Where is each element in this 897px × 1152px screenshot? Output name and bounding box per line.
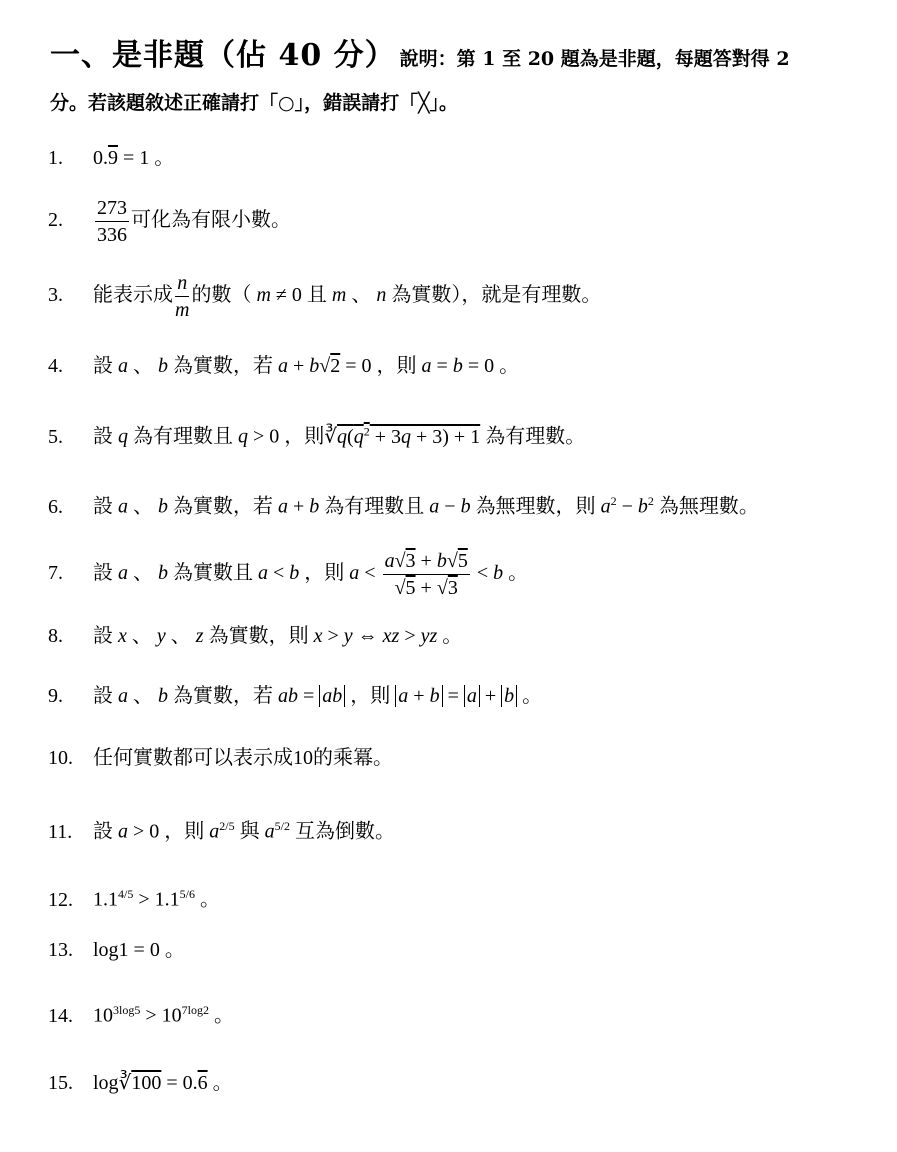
question-text: 能表示成 $\frac{n}{m}$ 的數（ m ≠ 0 且 m 、 n 為實數），就是有理數。 (93, 272, 602, 321)
question-number: 8. (48, 625, 63, 647)
question-number: 14. (48, 1004, 73, 1027)
question-text: 設 a 、 b 為實數，若 ab = ab ，則 a + b = a + b 。 (93, 685, 543, 707)
section-title: 一、是非題（佔 40 分） (50, 38, 396, 73)
question-text: 任何實數都可以表示成10的乘冪。 (93, 747, 393, 769)
question-number: 4. (48, 355, 63, 377)
question-text: $1.1^{4/5} > 1.1^{5/6}$ 。 (93, 887, 220, 911)
instructions-line-1: 說明：第 1 至 20 題為是非題，每題答對得 2 (399, 48, 790, 70)
question-text: 設 a 、 b 為實數且 a < b ，則 a < $\frac{a√3 + b√5}{√5 + √3}$ < b 。 (93, 550, 529, 599)
question-5 (48, 425, 585, 447)
question-number: 11. (48, 820, 73, 843)
question-2 (48, 198, 291, 245)
question-text: 設 a 、 b 為實數，若 a + b√2 = 0 ，則 a = b = 0 。 (93, 355, 520, 377)
question-number: 10. (48, 747, 73, 769)
question-text: log1 = 0 。 (93, 939, 185, 961)
question-text: $\frac{273}{336}$ 可化為有限小數。 (97, 197, 291, 246)
question-text: log∛100 = 0.6 。 (93, 1072, 233, 1094)
question-number: 9. (48, 685, 63, 707)
question-text: $10^{3log5} > 10^{7log2}$ 。 (93, 1003, 234, 1027)
question-11 (48, 820, 395, 842)
question-text: 0.9 = 1 。 (93, 147, 175, 169)
question-13 (48, 940, 185, 960)
question-14 (48, 1004, 234, 1026)
question-number: 15. (48, 1072, 73, 1094)
question-text: 設 a > 0 ，則 $a^{2/5}$ 與 $a^{5/2}$ 互為倒數。 (93, 819, 395, 843)
question-10 (48, 748, 393, 768)
question-12 (48, 888, 220, 910)
instructions-line-2: 分。若該題敘述正確請打「○」，錯誤請打「╳」。 (50, 92, 459, 114)
question-number: 3. (48, 284, 63, 307)
question-number: 7. (48, 562, 63, 585)
question-number: 1. (48, 147, 63, 169)
question-9 (48, 686, 542, 706)
question-number: 13. (48, 939, 73, 961)
question-15 (48, 1073, 233, 1093)
question-4 (48, 356, 519, 376)
question-number: 12. (48, 888, 73, 911)
question-text: 設 q 為有理數且 q > 0 ，則$∛q(q^2 + 3q + 3) + 1$ 為有理數。 (93, 424, 586, 448)
question-1 (48, 148, 174, 168)
question-number: 2. (48, 209, 63, 232)
question-number: 6. (48, 495, 63, 518)
question-text: 設 a 、 b 為實數，若 a + b 為有理數且 a − b 為無理數，則 $a^2 - b^2$ 為無理數。 (93, 494, 759, 518)
question-8 (48, 626, 462, 646)
question-3 (48, 273, 601, 320)
question-7 (48, 551, 528, 598)
question-6 (48, 495, 759, 517)
question-text: 設 x 、 y 、 z 為實數，則 x > y ⇔ xz > yz 。 (93, 625, 463, 647)
question-number: 5. (48, 425, 63, 448)
section-header (50, 30, 790, 74)
